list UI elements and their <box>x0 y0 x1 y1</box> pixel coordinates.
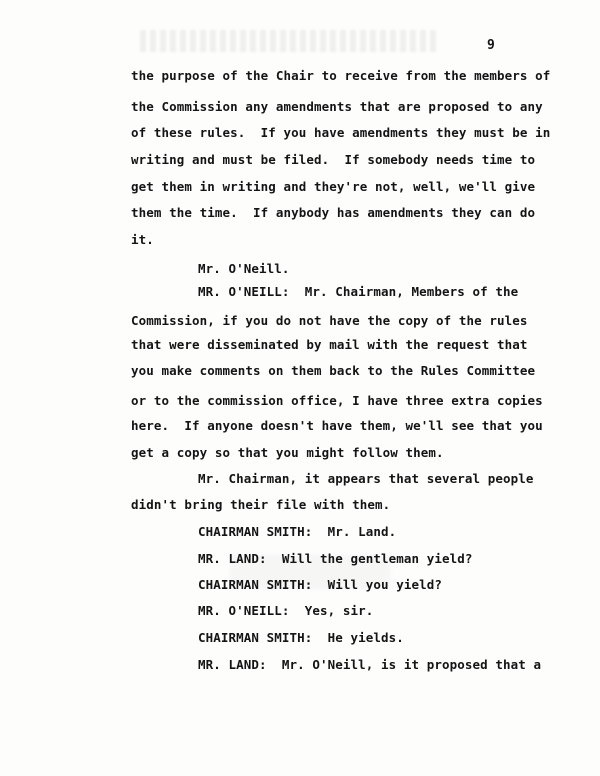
transcript-line: or to the commission office, I have three extra copies <box>131 393 543 408</box>
transcript-line: the Commission any amendments that are proposed to any <box>131 99 543 114</box>
speaker-line: CHAIRMAN SMITH: Mr. Land. <box>198 524 397 539</box>
speaker-line: MR. O'NEILL: Yes, sir. <box>198 603 374 618</box>
speaker-line: Mr. O'Neill. <box>198 261 290 276</box>
transcript-line: writing and must be filed. If somebody needs time to <box>131 152 536 167</box>
transcript-line: Commission, if you do not have the copy of the rules <box>131 313 528 328</box>
transcript-line: that were disseminated by mail with the request that <box>131 337 528 352</box>
transcript-line: get them in writing and they're not, well, we'll give <box>131 179 536 194</box>
transcript-line: them the time. If anybody has amendments they can do <box>131 205 536 220</box>
transcript-line: you make comments on them back to the Rules Committee <box>131 363 536 378</box>
transcript-line: the purpose of the Chair to receive from the members of <box>131 68 551 83</box>
speaker-line: CHAIRMAN SMITH: Will you yield? <box>198 577 443 592</box>
transcript-line: Mr. Chairman, it appears that several people <box>198 471 534 486</box>
transcript-line: of these rules. If you have amendments they must be in <box>131 125 551 140</box>
transcript-line: it. <box>131 232 154 247</box>
speaker-line: CHAIRMAN SMITH: He yields. <box>198 630 404 645</box>
transcript-line: didn't bring their file with them. <box>131 497 391 512</box>
transcript-line: here. If anyone doesn't have them, we'll see that you <box>131 418 543 433</box>
speaker-line: MR. O'NEILL: Mr. Chairman, Members of the <box>198 284 519 299</box>
speaker-line: MR. LAND: Will the gentleman yield? <box>198 551 473 566</box>
transcript-line: get a copy so that you might follow them. <box>131 445 444 460</box>
bleed-through-header <box>140 30 440 52</box>
page-number: 9 <box>487 38 495 53</box>
speaker-line: MR. LAND: Mr. O'Neill, is it proposed that a <box>198 657 542 672</box>
